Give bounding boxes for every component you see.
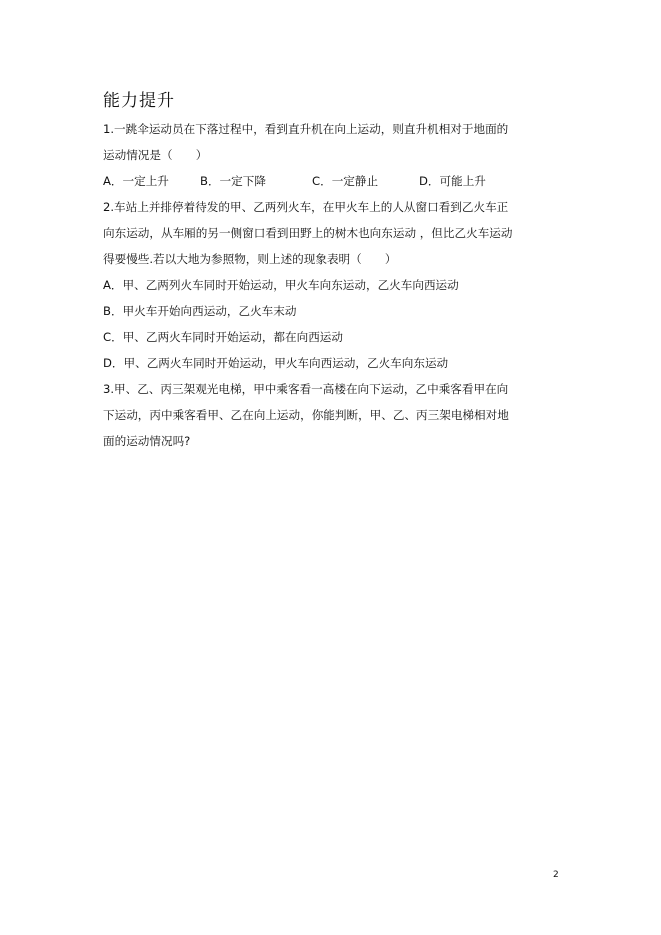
q2-option-d: D．甲、乙两火车同时开始运动，甲火车向西运动，乙火车向东运动 (103, 356, 449, 370)
q1-option-a: A．一定上升 (103, 174, 169, 188)
q1-line-1: 1.一跳伞运动员在下落过程中，看到直升机在向上运动，则直升机相对于地面的 (103, 122, 509, 136)
section-title: 能力提升 (103, 91, 175, 111)
q3-line-1: 3.甲、乙、丙三架观光电梯，甲中乘客看一高楼在向下运动，乙中乘客看甲在向 (103, 382, 509, 396)
page-number: 2 (553, 870, 559, 880)
q2-option-c: C．甲、乙两火车同时开始运动，都在向西运动 (103, 330, 343, 344)
q3-line-2: 下运动，丙中乘客看甲、乙在向上运动，你能判断，甲、乙、丙三架电梯相对地 (103, 408, 509, 422)
q2-line-3: 得要慢些.若以大地为参照物，则上述的现象表明（ ） (103, 252, 397, 266)
q2-line-2: 向东运动，从车厢的另一侧窗口看到田野上的树木也向东运动 ，但比乙火车运动 (103, 226, 513, 240)
q2-option-a: A．甲、乙两列火车同时开始运动，甲火车向东运动，乙火车向西运动 (103, 278, 459, 292)
q1-option-d: D．可能上升 (419, 174, 486, 188)
q1-line-2: 运动情况是（ ） (103, 148, 208, 162)
q1-option-b: B．一定下降 (200, 174, 266, 188)
q2-line-1: 2.车站上并排停着待发的甲、乙两列火车，在甲火车上的人从窗口看到乙火车正 (103, 200, 509, 214)
q3-line-3: 面的运动情况吗? (103, 434, 191, 448)
q2-option-b: B．甲火车开始向西运动，乙火车末动 (103, 304, 297, 318)
q1-option-c: C．一定静止 (312, 174, 379, 188)
